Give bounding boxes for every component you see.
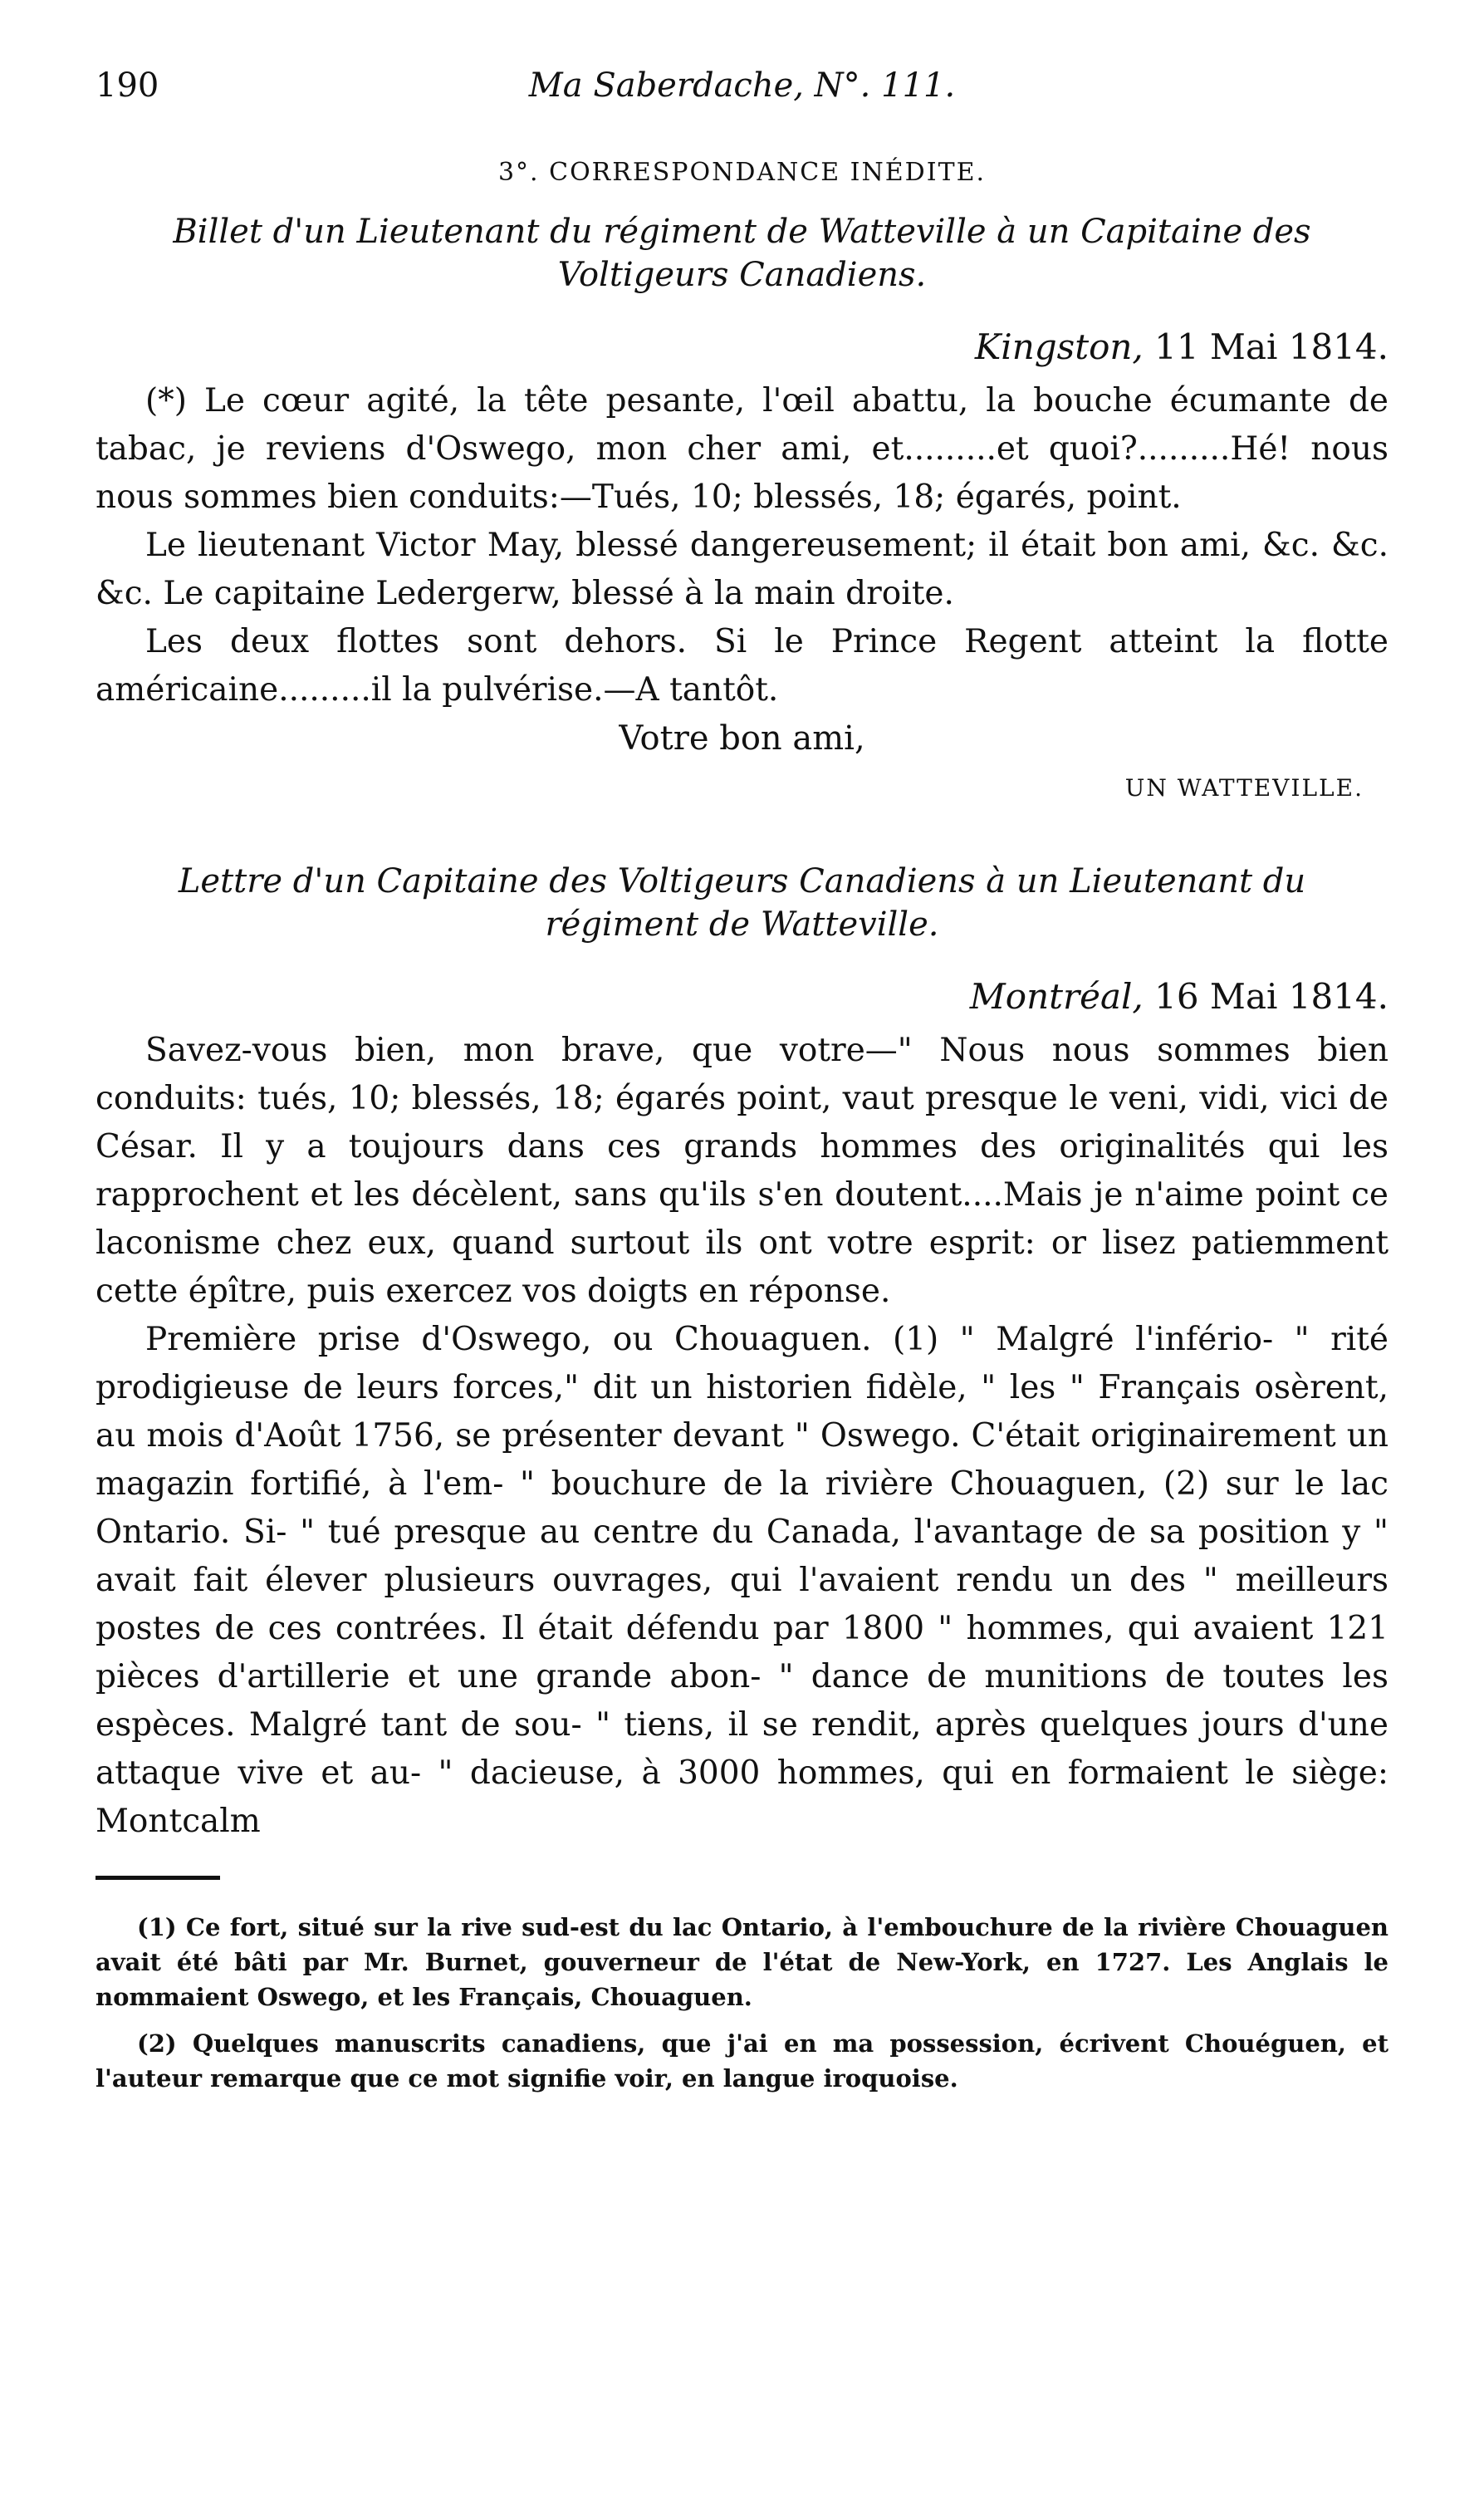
letter-1-title: Billet d'un Lieutenant du régiment de Watteville à un Capitaine des Voltigeurs Canadiens. — [173, 213, 1311, 294]
section-title: 3°. CORRESPONDANCE INÉDITE. — [497, 158, 987, 187]
letter-2-date: 16 Mai 1814. — [1154, 975, 1388, 1017]
letter-2 — [96, 860, 1388, 1846]
letter-1-closing: Votre bon ami, — [619, 719, 865, 758]
letter-2-title: Lettre d'un Capitaine des Voltigeurs Canadiens à un Lieutenant du régiment de Watteville. — [178, 861, 1306, 944]
letter-1-dateline — [96, 323, 1388, 372]
letter-2-place: Montréal, — [969, 975, 1144, 1017]
letter-2-paragraph: Première prise d'Oswego, ou Chouaguen. (1) " Malgré l'infério- " rité prodigieuse de leurs forces," dit un historien fidèle, " les " Français osèrent, au mois d'Août 1756, se présenter devant " Oswego. C'était originairement un magazin fortifié, à l'em- " bouchure de la rivière Chouaguen, (2) sur le lac Ontario. Si- " tué presque au centre du Canada, l'avantage de sa position y " avait fait élever plusieurs ouvrages, qui l'avaient rendu un des " meilleurs postes de ces contrées. Il était défendu par 1800 " hommes, qui avaient 121 pièces d'artillerie et une grande abon- " dance de munitions de toutes les espèces. Malgré tant de sou- " tiens, il se rendit, après quelques jours d'une attaque vive et au- " dacieuse, à 3000 hommes, qui en formaient le siège: Montcalm — [96, 1320, 1388, 1840]
footnotes — [96, 1910, 1388, 2096]
letter-1 — [96, 210, 1388, 802]
footnote-divider — [96, 1876, 220, 1880]
letter-1-paragraph: (*) Le cœur agité, la tête pesante, l'œil abattu, la bouche écumante de tabac, je reviens d'Oswego, mon cher ami, et.........et quoi?.........Hé! nous nous sommes bien conduits:—Tués, 10; blessés, 18; égarés, point. — [96, 381, 1388, 516]
letter-2-paragraph: Savez-vous bien, mon brave, que votre—" Nous nous sommes bien conduits: tués, 10; blessés, 18; égarés point, vaut presque le veni, vidi, vici de César. Il y a toujours dans ces grands hommes des originalités qui les rapprochent et les décèlent, sans qu'ils s'en doutent....Mais je n'aime point ce laconisme chez eux, quand surtout ils ont votre esprit: or lisez patiemment cette épître, puis exercez vos doigts en réponse. — [96, 1031, 1388, 1310]
page-header — [96, 66, 1388, 118]
letter-1-paragraph: Les deux flottes sont dehors. Si le Prince Regent atteint la flotte américaine.........il la pulvérise.—A tantôt. — [96, 622, 1388, 709]
letter-1-place: Kingston, — [974, 326, 1144, 367]
page-number: 190 — [96, 66, 159, 105]
letter-1-signature: UN WATTEVILLE. — [1124, 773, 1364, 802]
running-title: Ma Saberdache, N°. 111. — [528, 66, 956, 105]
footnote-1: (1) Ce fort, situé sur la rive sud-est du lac Ontario, à l'embouchure de la rivière Chouaguen avait été bâti par Mr. Burnet, gouverneur de l'état de New-York, en 1727. Les Anglais le nommaient Oswego, et les Français, Chouaguen. — [96, 1912, 1388, 2011]
letter-2-dateline — [96, 973, 1388, 1022]
footnote-2: (2) Quelques manuscrits canadiens, que j'ai en ma possession, écrivent Chouéguen, et l'auteur remarque que ce mot signifie voir, en langue iroquoise. — [96, 2029, 1388, 2093]
letter-1-paragraph: Le lieutenant Victor May, blessé dangereusement; il était bon ami, &c. &c. &c. Le capitaine Ledergerw, blessé à la main droite. — [96, 526, 1388, 612]
letter-1-date: 11 Mai 1814. — [1154, 326, 1388, 367]
